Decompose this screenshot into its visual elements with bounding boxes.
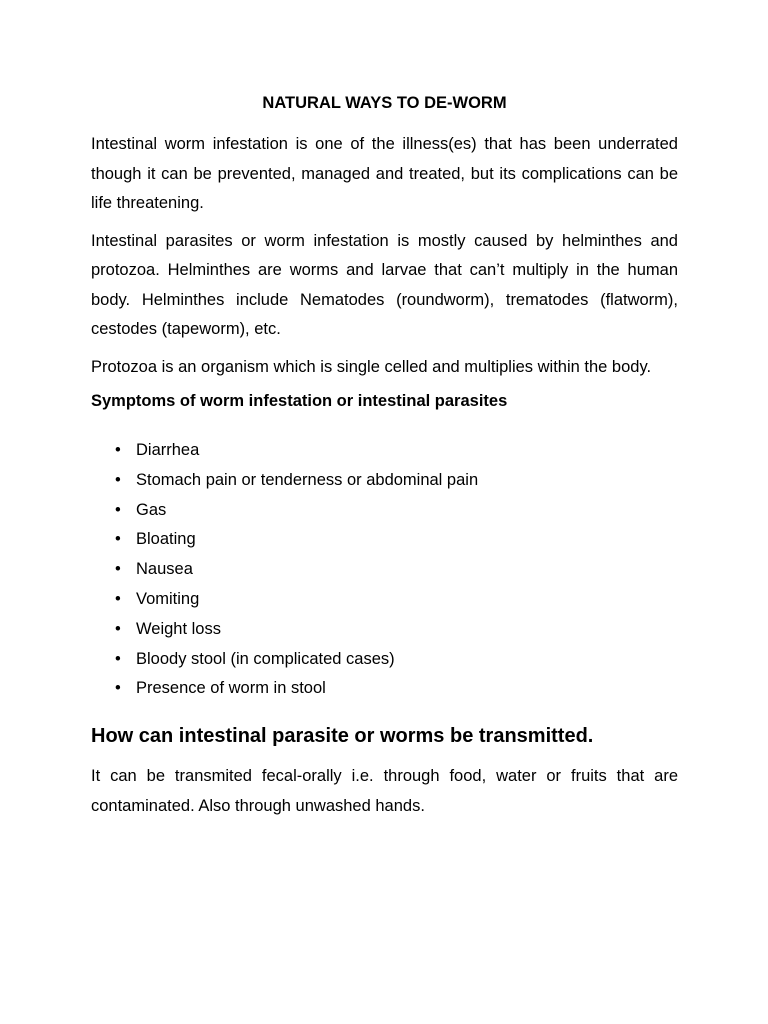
list-item (115, 585, 678, 615)
bullet-icon: • (115, 619, 121, 638)
bullet-icon: • (115, 679, 121, 698)
intro-paragraph: Intestinal worm infestation is one of the illness(es) that has been underrated though it can be prevented, managed and treated, but its complications can be life threatening. (91, 135, 678, 212)
symptom-text: Presence of worm in stool (136, 679, 326, 698)
transmission-paragraph: It can be transmited fecal-orally i.e. through food, water or fruits that are contaminated. Also through unwashed hands. (91, 767, 678, 815)
causes-paragraph: Intestinal parasites or worm infestation is mostly caused by helminthes and protozoa. Helminthes are worms and larvae that can’t multiply in the human body. Helminthes include Nematodes (roundworm), trematodes (flatworm), cestodes (tapeworm), etc. (91, 231, 678, 338)
transmission-heading: How can intestinal parasite or worms be transmitted. (91, 725, 594, 748)
bullet-icon: • (115, 470, 121, 489)
bullet-icon: • (115, 441, 121, 459)
symptom-text: Vomiting (136, 589, 200, 608)
symptom-text: Bloating (136, 530, 196, 549)
symptom-text: Nausea (136, 560, 193, 579)
document-title: NATURAL WAYS TO DE-WORM (262, 94, 507, 112)
symptoms-list (91, 436, 678, 704)
symptoms-heading: Symptoms of worm infestation or intestinal parasites (91, 392, 508, 410)
bullet-icon: • (115, 649, 121, 668)
bullet-icon: • (115, 589, 121, 608)
list-item (115, 525, 678, 555)
symptom-text: Bloody stool (in complicated cases) (136, 649, 395, 668)
symptom-text: Diarrhea (136, 441, 200, 459)
list-item (115, 645, 678, 675)
list-item (115, 466, 678, 496)
bullet-icon: • (115, 500, 121, 519)
list-item (115, 615, 678, 645)
list-item (115, 555, 678, 585)
protozoa-paragraph: Protozoa is an organism which is single celled and multiplies within the body. (91, 357, 652, 376)
bullet-icon: • (115, 530, 121, 549)
list-item (115, 496, 678, 526)
symptom-text: Gas (136, 500, 167, 519)
symptom-text: Weight loss (136, 619, 221, 638)
list-item (115, 674, 678, 704)
list-item (115, 436, 678, 466)
symptom-text: Stomach pain or tenderness or abdominal pain (136, 470, 479, 489)
bullet-icon: • (115, 560, 121, 579)
